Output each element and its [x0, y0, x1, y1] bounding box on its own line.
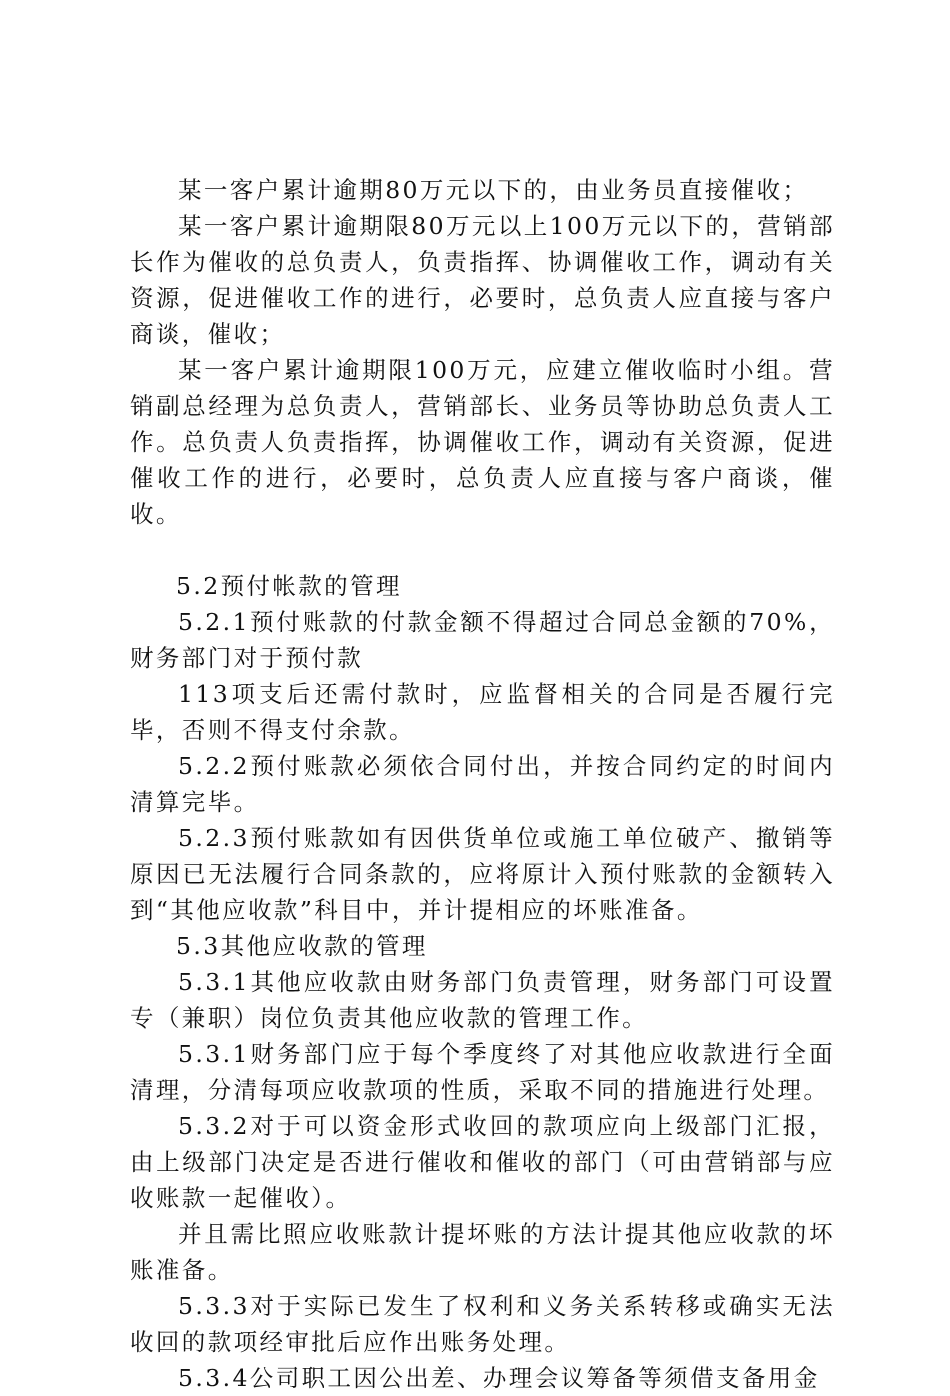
paragraph-5-3-4: 5.3.4公司职工因公出差、办理会议筹备等须借支备用金: [178, 1364, 820, 1392]
paragraph-5-2-2: 5.2.2预付账款必须依合同付出，并按合同约定的时间内清算完毕。: [130, 752, 835, 816]
paragraph-5-2-3: 5.2.3预付账款如有因供货单位或施工单位破产、撤销等原因已无法履行合同条款的，应将原计入预付账款的金额转入到“其他应收款”科目中，并计提相应的坏账准备。: [130, 824, 835, 924]
document-body: [130, 172, 835, 1396]
paragraph-5-3-2-continued: 并且需比照应收账款计提坏账的方法计提其他应收款的坏账准备。: [130, 1220, 835, 1284]
paragraph-5-2-1: 5.2.1预付账款的付款金额不得超过合同总金额的70%，财务部门对于预付款: [130, 608, 835, 672]
paragraph-5-3-3: 5.3.3对于实际已发生了权利和义务关系转移或确实无法收回的款项经审批后应作出账务处理。: [130, 1292, 835, 1356]
section-gap: [130, 532, 835, 568]
paragraph-5-3-1-b: 5.3.1财务部门应于每个季度终了对其他应收款进行全面清理，分清每项应收款项的性质，采取不同的措施进行处理。: [130, 1040, 835, 1104]
paragraph-overdue-80-to-100: 某一客户累计逾期限80万元以上100万元以下的，营销部长作为催收的总负责人，负责指挥、协调催收工作，调动有关资源，促进催收工作的进行，必要时，总负责人应直接与客户商谈，催收；: [130, 212, 835, 348]
section-heading-5-3: 5.3其他应收款的管理: [176, 932, 428, 960]
paragraph-5-2-1-continued: 113项支后还需付款时，应监督相关的合同是否履行完毕，否则不得支付余款。: [130, 680, 835, 744]
paragraph-5-3-1-a: 5.3.1其他应收款由财务部门负责管理，财务部门可设置专（兼职）岗位负责其他应收款的管理工作。: [130, 968, 835, 1032]
paragraph-overdue-100: 某一客户累计逾期限100万元，应建立催收临时小组。营销副总经理为总负责人，营销部长、业务员等协助总负责人工作。总负责人负责指挥，协调催收工作，调动有关资源，促进催收工作的进行，必要时，总负责人应直接与客户商谈，催收。: [130, 356, 835, 528]
paragraph-overdue-under-80: 某一客户累计逾期80万元以下的，由业务员直接催收；: [178, 176, 809, 204]
section-heading-5-2: 5.2预付帐款的管理: [176, 572, 402, 600]
paragraph-5-3-2: 5.3.2对于可以资金形式收回的款项应向上级部门汇报，由上级部门决定是否进行催收和催收的部门（可由营销部与应收账款一起催收）。: [130, 1112, 835, 1212]
